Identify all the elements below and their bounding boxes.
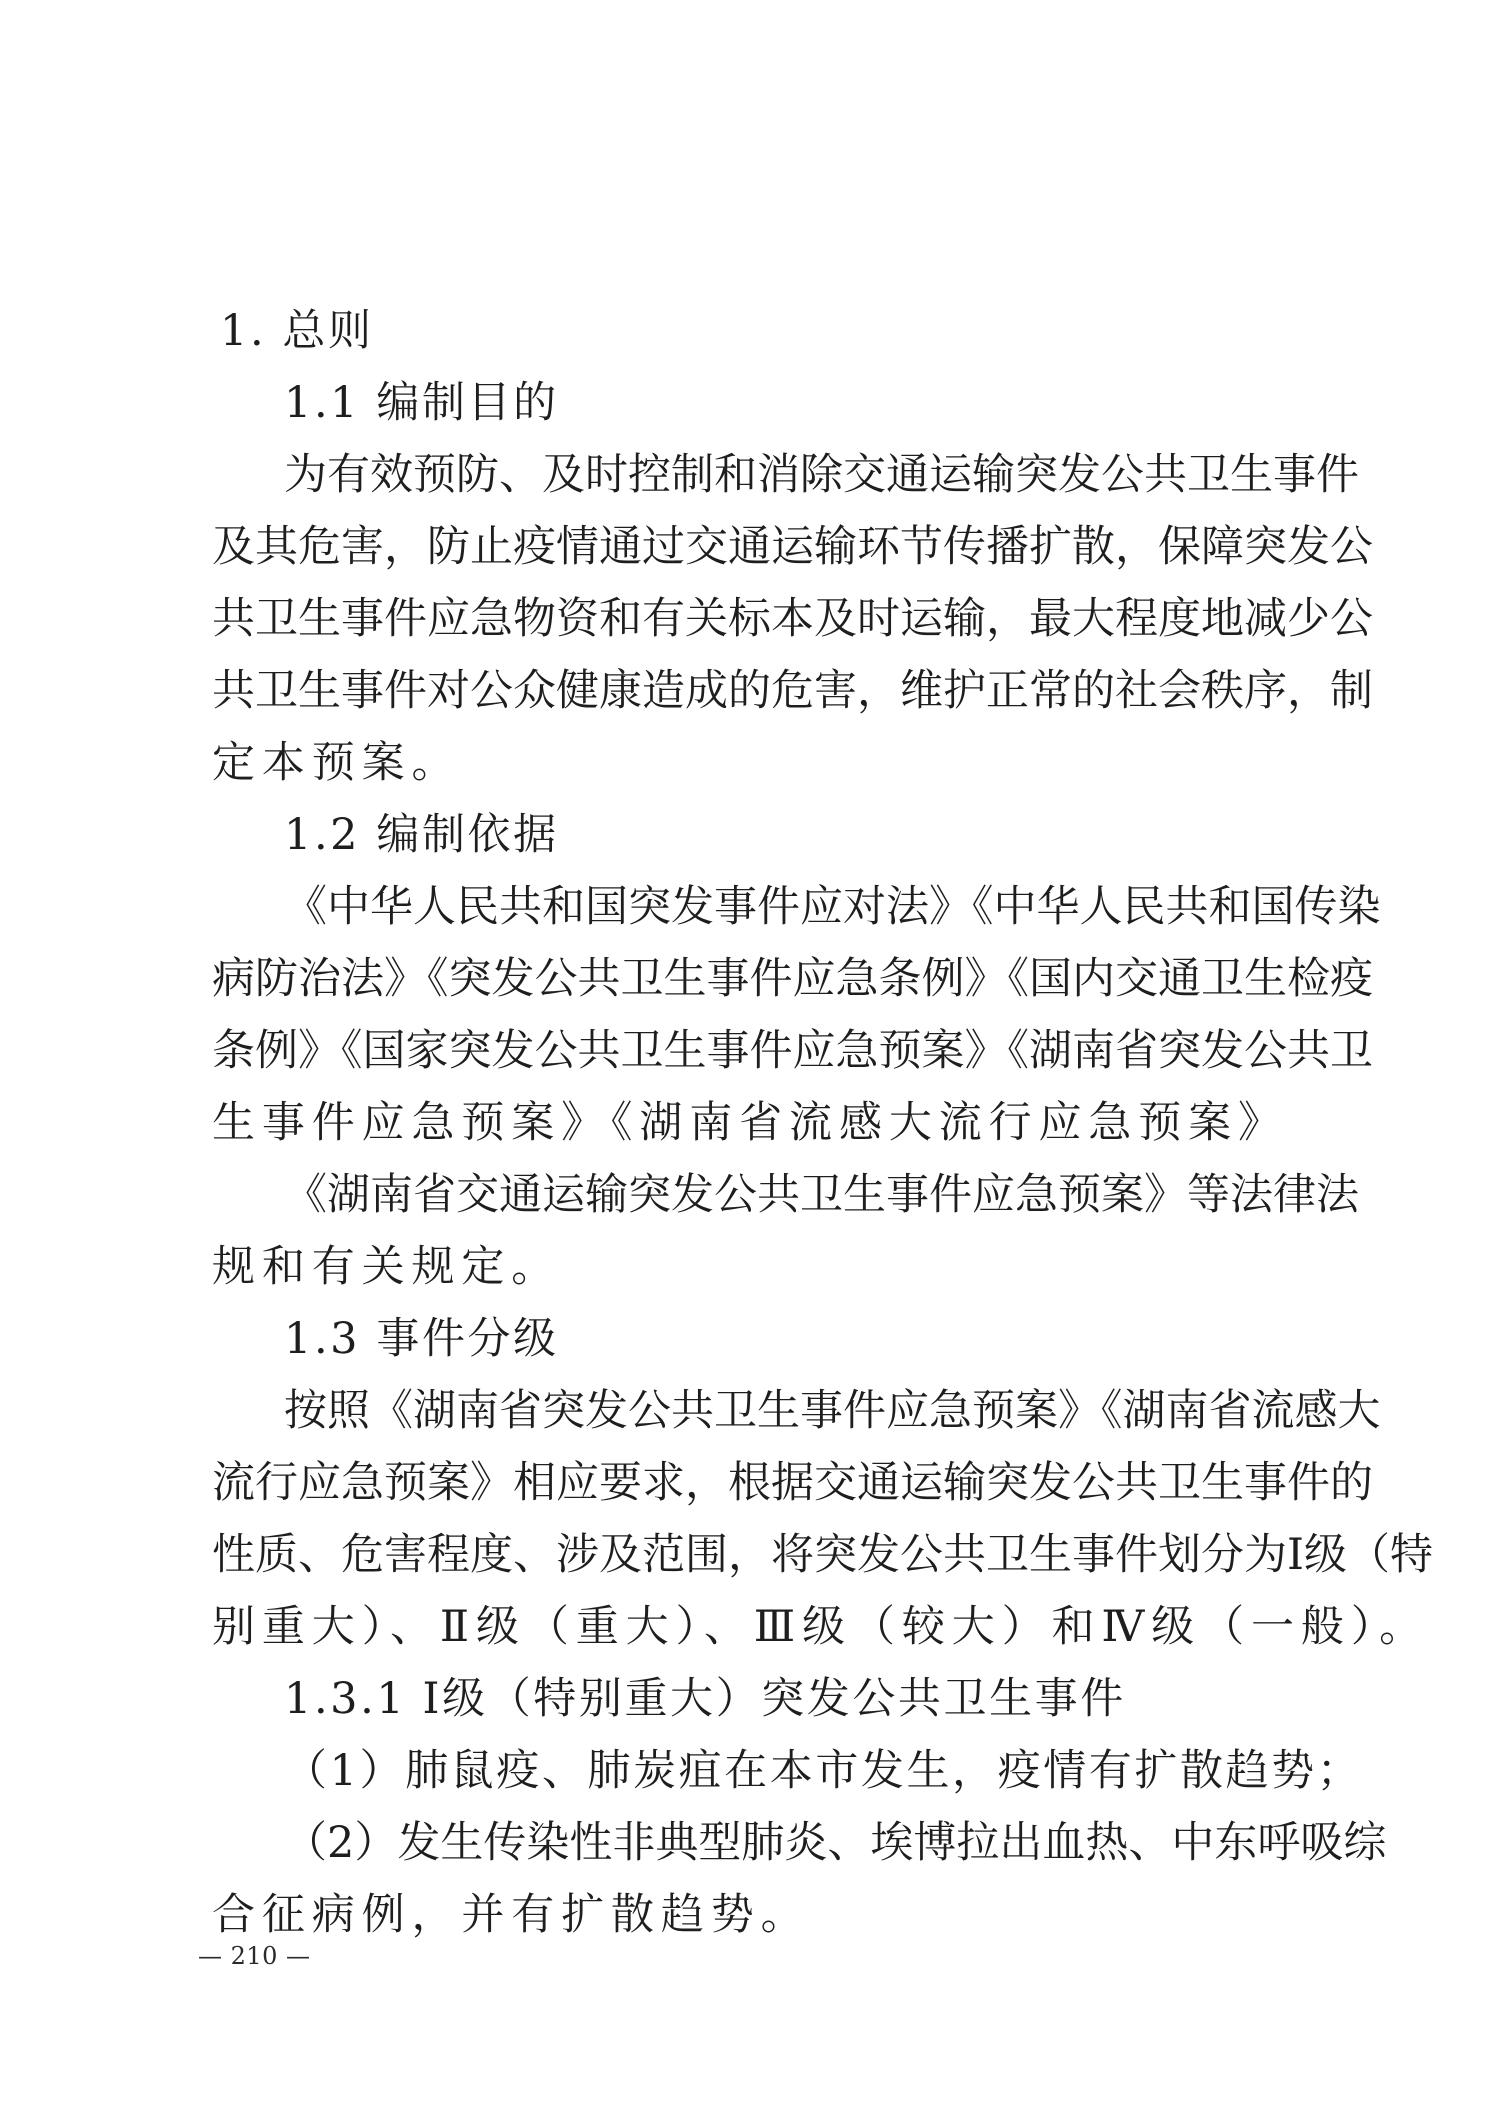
paragraph-line: 条例》《国家突发公共卫生事件应急预案》《湖南省突发公共卫 xyxy=(212,1026,1373,1076)
paragraph-line: 生事件应急预案》《湖南省流感大流行应急预案》 xyxy=(212,1098,1288,1148)
paragraph-line: 《中华人民共和国突发事件应对法》《中华人民共和国传染 xyxy=(284,882,1381,932)
page-number: — 210 — xyxy=(198,1942,311,1970)
heading-1-2-basis: 1.2 编制依据 xyxy=(284,810,559,860)
document-body xyxy=(212,295,1433,1951)
paragraph-line: 定本预案。 xyxy=(212,738,462,788)
paragraph-line: 共卫生事件对公众健康造成的危害，维护正常的社会秩序，制 xyxy=(212,666,1373,716)
heading-general-provisions: 1. 总则 xyxy=(220,306,374,356)
paragraph-line: 为有效预防、及时控制和消除交通运输突发公共卫生事件 xyxy=(284,450,1359,500)
paragraph-line: 病防治法》《突发公共卫生事件应急条例》《国内交通卫生检疫 xyxy=(212,954,1373,1004)
paragraph-line: 流行应急预案》相应要求，根据交通运输突发公共卫生事件的 xyxy=(212,1458,1373,1508)
paragraph-line: 性质、危害程度、涉及范围，将突发公共卫生事件划分为Ⅰ级（特 xyxy=(212,1530,1433,1580)
heading-1-1-purpose: 1.1 编制目的 xyxy=(284,378,559,428)
list-item-continuation: 合征病例，并有扩散趋势。 xyxy=(212,1890,811,1940)
heading-1-3-1-level-one: 1.3.1 Ⅰ级（特别重大）突发公共卫生事件 xyxy=(284,1674,1126,1724)
paragraph-line: 规和有关规定。 xyxy=(212,1242,562,1292)
paragraph-line: 按照《湖南省突发公共卫生事件应急预案》《湖南省流感大 xyxy=(284,1386,1381,1436)
paragraph-line: 及其危害，防止疫情通过交通运输环节传播扩散，保障突发公 xyxy=(212,522,1373,572)
list-item: （2）发生传染性非典型肺炎、埃博拉出血热、中东呼吸综 xyxy=(284,1818,1387,1868)
paragraph-line: 别重大）、Ⅱ级（重大）、Ⅲ级（较大）和Ⅳ级（一般）。 xyxy=(212,1602,1430,1652)
heading-1-3-classification: 1.3 事件分级 xyxy=(284,1314,559,1364)
paragraph-line: 《湖南省交通运输突发公共卫生事件应急预案》等法律法 xyxy=(284,1170,1359,1220)
paragraph-line: 共卫生事件应急物资和有关标本及时运输，最大程度地减少公 xyxy=(212,594,1373,644)
list-item: （1）肺鼠疫、肺炭疽在本市发生，疫情有扩散趋势； xyxy=(284,1746,1363,1796)
